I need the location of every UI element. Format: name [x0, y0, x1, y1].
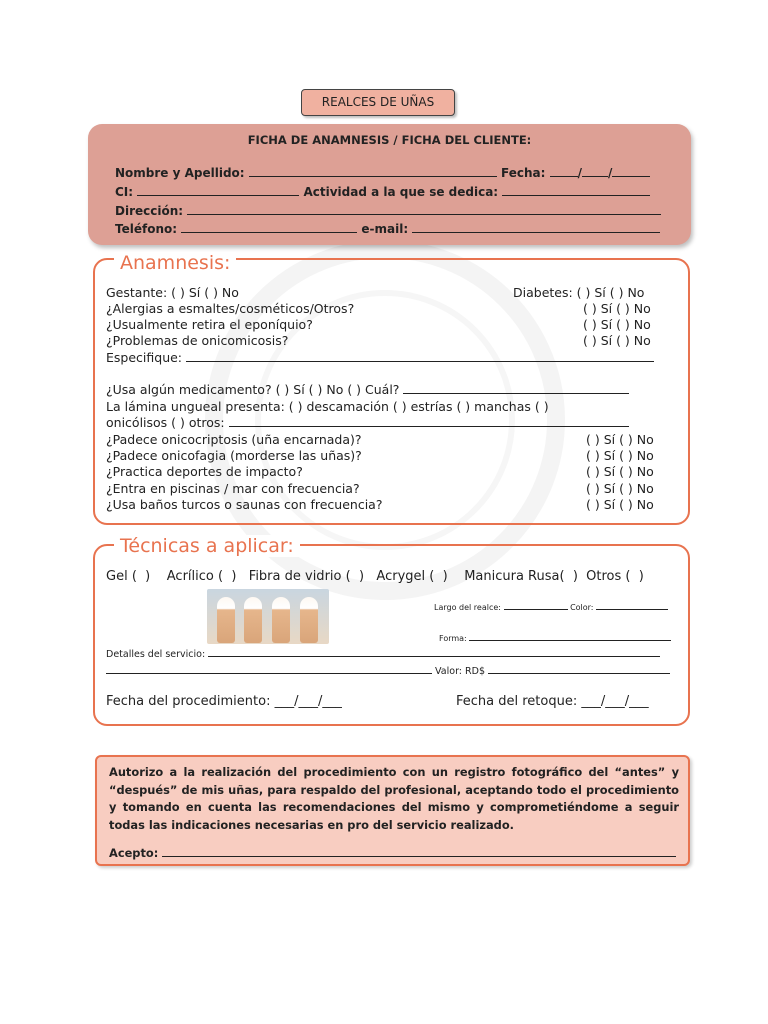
onychocryptosis-answer[interactable]: ( ) Sí ( ) No	[586, 432, 654, 447]
email-label: e-mail:	[361, 222, 409, 236]
ci-activity-line	[115, 184, 650, 199]
service-details-field-2[interactable]	[106, 664, 432, 674]
activity-label: Actividad a la que se dedica:	[303, 185, 499, 199]
onychophagia-answer[interactable]: ( ) Sí ( ) No	[586, 448, 654, 463]
phone-email-line	[115, 221, 660, 236]
phone-field[interactable]	[181, 221, 357, 233]
client-info-card	[88, 124, 691, 245]
name-field[interactable]	[249, 165, 497, 177]
length-label: Largo del realce:	[434, 603, 501, 612]
accept-line	[109, 845, 676, 860]
length-color-line	[434, 602, 668, 612]
shape-label: Forma:	[439, 634, 467, 643]
onychocryptosis-question: ¿Padece onicocriptosis (uña encarnada)?	[106, 432, 362, 447]
nail-image-2	[244, 597, 262, 643]
shape-line	[439, 633, 671, 643]
value-label: Valor: RD$	[435, 666, 485, 677]
allergies-question: ¿Alergias a esmaltes/cosméticos/Otros?	[106, 301, 355, 316]
retouch-date[interactable]: Fecha del retoque: ___/___/___	[456, 694, 649, 709]
anamnesis-title: Anamnesis:	[114, 252, 236, 274]
email-field[interactable]	[412, 221, 660, 233]
technique-options[interactable]: Gel ( ) Acrílico ( ) Fibra de vidrio ( ) Acrygel ( ) Manicura Rusa( ) Otros ( )	[106, 569, 644, 584]
page-title: REALCES DE UÑAS	[301, 89, 455, 116]
nail-image-1	[217, 597, 235, 643]
nail-image-3	[272, 597, 290, 643]
phone-label: Teléfono:	[115, 222, 178, 236]
consent-text: Autorizo a la realización del procedimiento con un registro fotográfico del “antes” y “después” de mis uñas, para respaldo del profesional, aceptando todo el procedimiento y tomando en cuenta las recomendaciones del mismo y comprometiéndome a seguir todas las indicaciones necesarias en pro del servicio realizado.	[109, 765, 679, 832]
value-line	[106, 664, 670, 677]
onicolisis-line	[106, 415, 629, 430]
medication-question[interactable]: ¿Usa algún medicamento? ( ) Sí ( ) No ( ) Cuál?	[106, 382, 400, 397]
allergies-answer[interactable]: ( ) Sí ( ) No	[583, 301, 651, 316]
address-field[interactable]	[187, 203, 661, 215]
specify-line	[106, 350, 654, 365]
diabetes-question[interactable]: Diabetes: ( ) Sí ( ) No	[513, 285, 645, 300]
onicolisis-question[interactable]: onicólisos ( ) otros:	[106, 415, 225, 430]
onychomycosis-answer[interactable]: ( ) Sí ( ) No	[583, 333, 651, 348]
medication-line	[106, 382, 629, 397]
procedure-date[interactable]: Fecha del procedimiento: ___/___/___	[106, 694, 342, 709]
activity-field[interactable]	[502, 184, 650, 196]
client-heading: FICHA DE ANAMNESIS / FICHA DEL CLIENTE:	[247, 133, 532, 147]
accept-signature-field[interactable]	[162, 845, 676, 857]
pools-answer[interactable]: ( ) Sí ( ) No	[586, 481, 654, 496]
name-label: Nombre y Apellido:	[115, 166, 245, 180]
name-date-line: Nombre y Apellido: Fecha: / /	[115, 165, 650, 180]
pregnant-question[interactable]: Gestante: ( ) Sí ( ) No	[106, 285, 239, 300]
accept-label: Acepto:	[109, 846, 159, 860]
onychomycosis-question: ¿Problemas de onicomicosis?	[106, 333, 289, 348]
service-details-line	[106, 647, 660, 660]
nails-photo	[207, 589, 329, 644]
onychophagia-question: ¿Padece onicofagia (morderse las uñas)?	[106, 448, 362, 463]
nail-image-4	[300, 597, 318, 643]
color-field[interactable]	[596, 602, 668, 610]
medication-field[interactable]	[403, 382, 629, 394]
eponychium-question: ¿Usualmente retira el eponíquio?	[106, 317, 313, 332]
specify-label: Especifique:	[106, 350, 183, 365]
address-label: Dirección:	[115, 204, 184, 218]
ci-field[interactable]	[137, 184, 299, 196]
length-field[interactable]	[504, 602, 568, 610]
date-year-field[interactable]	[612, 165, 650, 177]
date-month-field[interactable]	[582, 165, 608, 177]
date-day-field[interactable]	[550, 165, 578, 177]
color-label: Color:	[570, 603, 594, 612]
ci-label: CI:	[115, 185, 134, 199]
sports-question: ¿Practica deportes de impacto?	[106, 464, 303, 479]
specify-field[interactable]	[186, 350, 654, 362]
service-details-label: Detalles del servicio:	[106, 649, 206, 660]
saunas-question: ¿Usa baños turcos o saunas con frecuencia?	[106, 497, 383, 512]
lamina-question[interactable]: La lámina ungueal presenta: ( ) descamación ( ) estrías ( ) manchas ( )	[106, 399, 549, 414]
address-line	[115, 203, 661, 218]
saunas-answer[interactable]: ( ) Sí ( ) No	[586, 497, 654, 512]
shape-field[interactable]	[469, 633, 671, 641]
other-field[interactable]	[229, 415, 629, 427]
eponychium-answer[interactable]: ( ) Sí ( ) No	[583, 317, 651, 332]
sports-answer[interactable]: ( ) Sí ( ) No	[586, 464, 654, 479]
value-field[interactable]	[488, 664, 670, 674]
consent-box	[95, 755, 690, 866]
pools-question: ¿Entra en piscinas / mar con frecuencia?	[106, 481, 360, 496]
service-details-field[interactable]	[208, 647, 660, 657]
date-label: Fecha:	[500, 166, 546, 180]
techniques-title: Técnicas a aplicar:	[114, 535, 300, 557]
